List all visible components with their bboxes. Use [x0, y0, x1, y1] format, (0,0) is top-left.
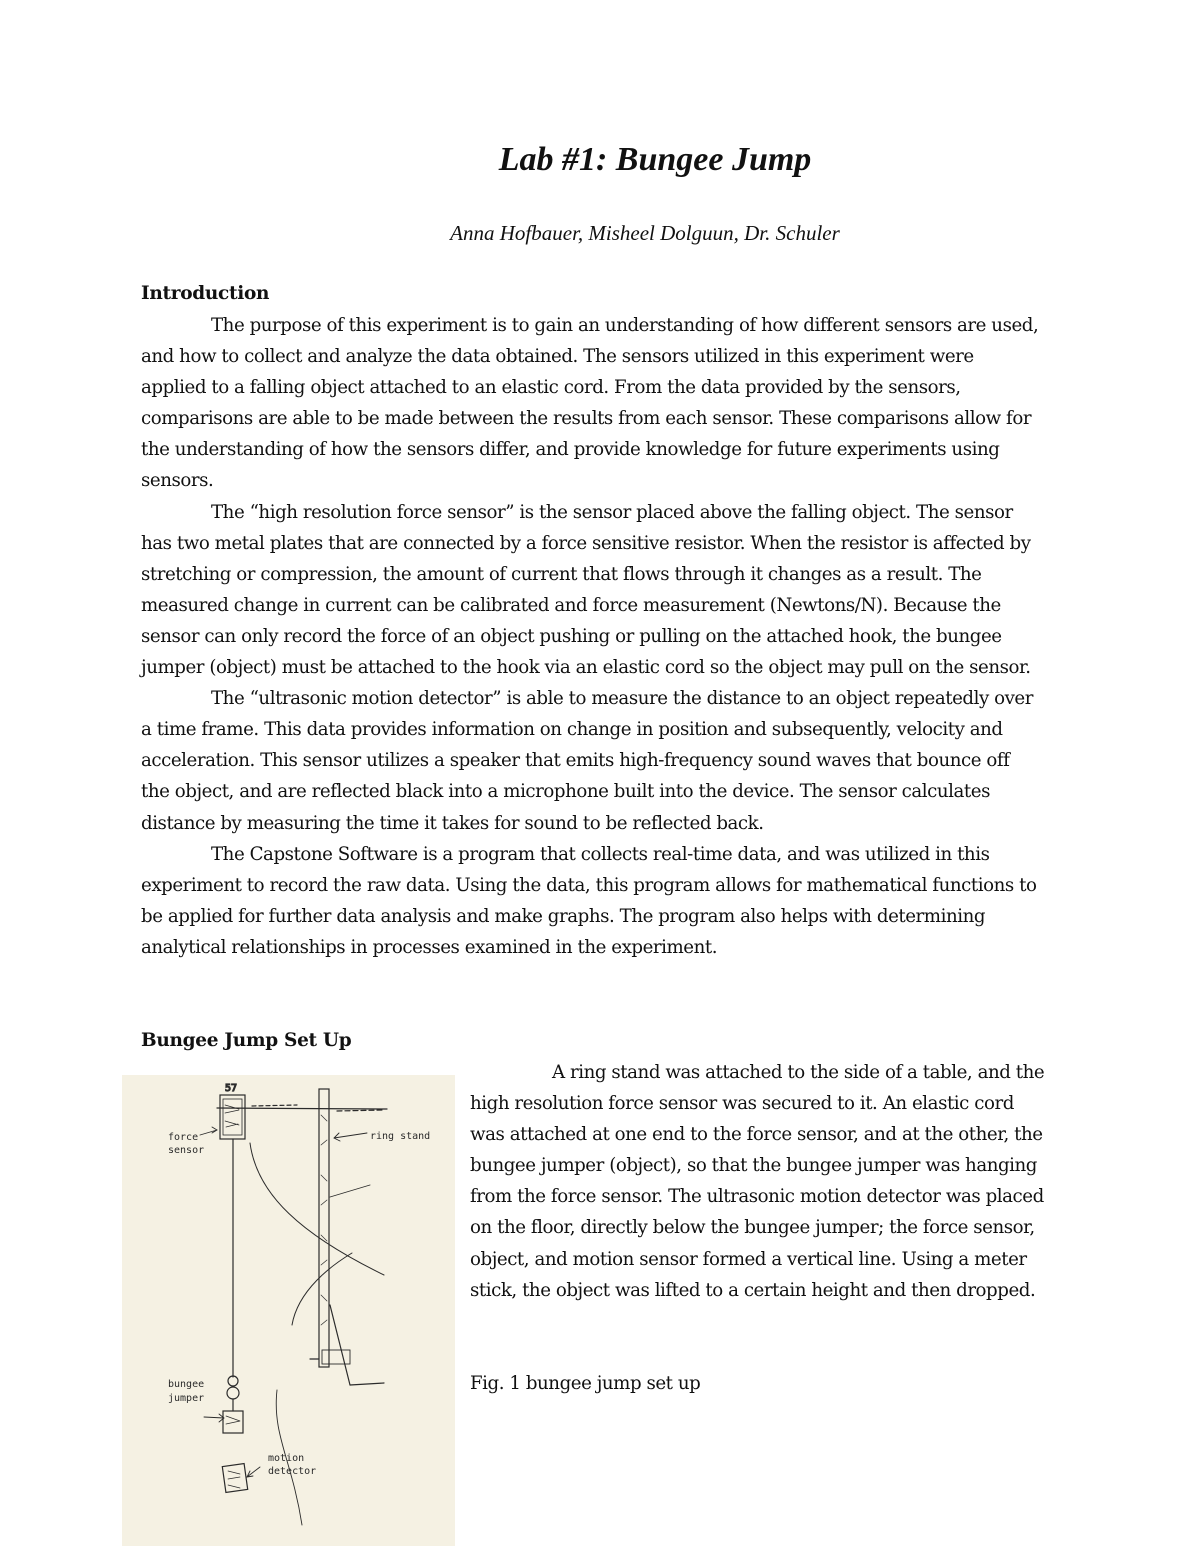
- setup-sketch-drawing: [122, 1075, 455, 1546]
- sketch-force-sensor: [220, 1095, 245, 1139]
- authors-line: Anna Hofbauer, Misheel Dolguun, Dr. Schuler: [450, 221, 840, 245]
- sketch-label-jumper: jumper: [168, 1393, 205, 1404]
- sketch-label-sensor: sensor: [168, 1145, 205, 1156]
- setup-body: [470, 1057, 1052, 1306]
- sketch-label-ring-stand: ring stand: [370, 1131, 431, 1142]
- setup-paragraph: A ring stand was attached to the side of a table, and the high resolution force sensor was secured to it. An elastic cord was attached at one end to the force sensor, and at the other, the bungee jumper (object), so that the bungee jumper was hanging from the force sensor. The ultrasonic motion detector was placed on the floor, directly below the bungee jumper; the force sensor, object, and motion sensor formed a vertical line. Using a meter stick, the object was lifted to a certain height and then dropped.: [470, 1062, 1045, 1301]
- sketch-bungee-jumper: [223, 1411, 243, 1433]
- sketch-label-bungee: bungee: [168, 1379, 205, 1390]
- sketch-table-edge: [330, 1305, 350, 1385]
- setup-sketch-figure: [122, 1075, 455, 1546]
- intro-paragraph-2: The “high resolution force sensor” is the sensor placed above the falling object. The sensor has two metal plates that are connected by a force sensitive resistor. When the resistor is affected by stretching or compression, the amount of current that flows through it changes as a result. The measured change in current can be calibrated and force measurement (Newtons/N). Because the sensor can only record the force of an object pushing or pulling on the attached hook, the bungee jumper (object) must be attached to the hook via an elastic cord so the object may pull on the sensor.: [141, 501, 1031, 679]
- sketch-ring-stand: [319, 1089, 329, 1367]
- introduction-heading: Introduction: [141, 283, 270, 304]
- sketch-label-force: force: [168, 1132, 199, 1143]
- introduction-body: [141, 310, 1041, 963]
- sketch-label-detector: detector: [268, 1466, 317, 1477]
- figure-caption: Fig. 1 bungee jump set up: [470, 1373, 701, 1394]
- page-title: Lab #1: Bungee Jump: [498, 141, 812, 178]
- intro-paragraph-4: The Capstone Software is a program that collects real-time data, and was utilized in this experiment to record the raw data. Using the data, this program allows for mathematical functions to be applied for further data analysis and make graphs. The program also helps with determining analytical relationships in processes examined in the experiment.: [141, 843, 1037, 958]
- intro-paragraph-3: The “ultrasonic motion detector” is able to measure the distance to an object repeatedly over a time frame. This data provides information on change in position and subsequently, velocity and acceleration. This sensor utilizes a speaker that emits high-frequency sound waves that bounce off the object, and are reflected black into a microphone built into the device. The sensor calculates distance by measuring the time it takes for sound to be reflected back.: [141, 688, 1033, 834]
- sketch-sensor-mark: 57: [225, 1083, 238, 1094]
- intro-paragraph-1: The purpose of this experiment is to gain an understanding of how different sensors are used, and how to collect and analyze the data obtained. The sensors utilized in this experiment were applied to a falling object attached to an elastic cord. From the data provided by the sensors, comparisons are able to be made between the results from each sensor. These comparisons allow for the understanding of how the sensors differ, and provide knowledge for future experiments using sensors.: [141, 315, 1039, 492]
- sketch-top-bar: [217, 1108, 387, 1109]
- sketch-label-motion: motion: [268, 1453, 305, 1464]
- setup-heading: Bungee Jump Set Up: [141, 1030, 352, 1051]
